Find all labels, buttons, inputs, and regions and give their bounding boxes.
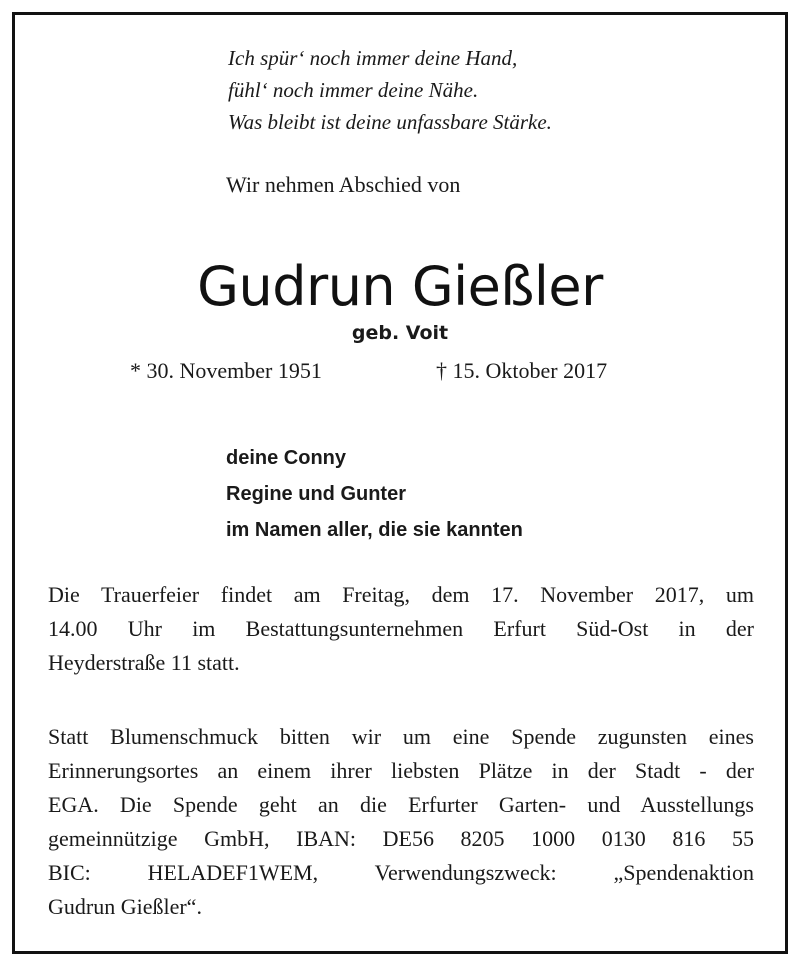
intro-text: Wir nehmen Abschied von — [226, 172, 461, 197]
donation-notice — [48, 720, 754, 924]
birth-date: * 30. November 1951 — [130, 358, 322, 383]
donation-notice-line: Statt Blumenschmuck bitten wir um eine Spende zugunsten eines — [48, 724, 754, 749]
funeral-notice — [48, 578, 754, 680]
donation-notice-line: gemeinnützige GmbH, IBAN: DE56 8205 1000 0130 816 55 — [48, 826, 754, 851]
mourner: deine Conny — [226, 447, 347, 469]
poem — [228, 42, 748, 138]
mourner: Regine und Gunter — [226, 483, 406, 505]
poem-line: Ich spür‘ noch immer deine Hand, — [228, 46, 518, 70]
funeral-notice-line: 14.00 Uhr im Bestattungsunternehmen Erfurt Süd-Ost in der — [48, 616, 754, 641]
poem-line: fühl‘ noch immer deine Nähe. — [228, 78, 479, 102]
maiden-name: geb. Voit — [351, 322, 449, 344]
donation-notice-line: Gudrun Gießler“. — [48, 894, 202, 919]
donation-notice-line: BIC: HELADEF1WEM, Verwendungszweck: „Spendenaktion — [48, 860, 754, 885]
deceased-name: Gudrun Gießler — [197, 255, 603, 318]
mourners-list — [226, 440, 523, 548]
death-date: † 15. Oktober 2017 — [436, 358, 608, 383]
funeral-notice-line: Die Trauerfeier findet am Freitag, dem 17. November 2017, um — [48, 582, 754, 607]
mourner: im Namen aller, die sie kannten — [226, 519, 523, 541]
funeral-notice-line: Heyderstraße 11 statt. — [48, 650, 240, 675]
donation-notice-line: EGA. Die Spende geht an die Erfurter Garten- und Ausstellungs — [48, 792, 754, 817]
poem-line: Was bleibt ist deine unfassbare Stärke. — [228, 110, 552, 134]
donation-notice-line: Erinnerungsortes an einem ihrer liebsten Plätze in der Stadt - der — [48, 758, 754, 783]
